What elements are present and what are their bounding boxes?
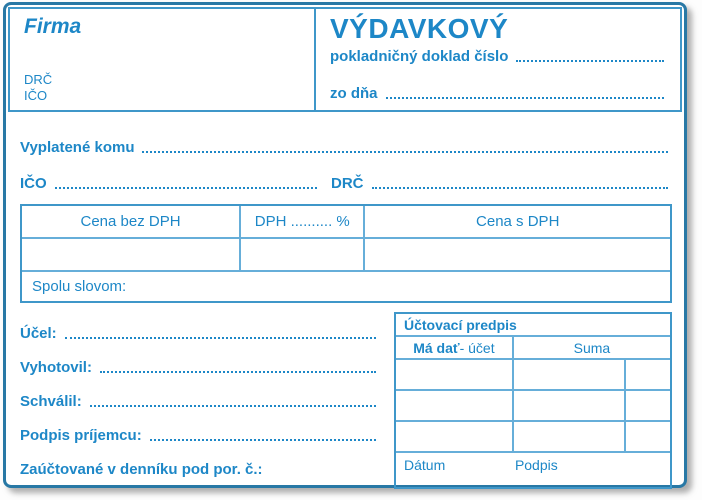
recipient-signature-label: Podpis príjemcu: <box>20 427 142 444</box>
journal-entry-row <box>20 457 378 478</box>
payee-drc <box>331 171 670 192</box>
accounting-title: Účtovací predpis <box>396 314 670 337</box>
prepared-by-label: Vyhotovil: <box>20 359 92 376</box>
purpose-row <box>20 321 378 342</box>
payee-field <box>142 151 668 153</box>
sum-cents-cell <box>626 422 670 451</box>
approved-by-label: Schválil: <box>20 393 82 410</box>
sum-header: Suma <box>573 339 611 356</box>
accounting-row <box>396 422 670 453</box>
header-price-without-vat: Cena bez DPH <box>80 213 181 230</box>
sum-cell <box>514 422 626 451</box>
amount-table-row <box>22 239 670 272</box>
sum-cents-cell <box>626 360 670 389</box>
company-name: Firma <box>24 15 82 38</box>
debit-account-cell <box>396 391 514 420</box>
document-number-row <box>330 45 666 65</box>
payee-drc-label: DRČ <box>331 175 364 192</box>
signature-label: Podpis <box>514 457 558 473</box>
payee-drc-field <box>372 187 669 189</box>
recipient-signature-field <box>150 439 376 441</box>
accounting-header <box>396 337 670 360</box>
debit-account-header <box>396 337 514 358</box>
accounting-row <box>396 360 670 391</box>
sum-cell <box>514 391 626 420</box>
debit-account-header-rest: - účet <box>459 339 495 356</box>
accounting-box <box>394 312 672 489</box>
cell-price-with-vat <box>365 239 670 270</box>
payee-ico-field <box>55 187 317 189</box>
document-title: VÝDAVKOVÝ <box>330 13 509 44</box>
document-number-label: pokladničný doklad číslo <box>330 48 509 65</box>
form-bottom <box>20 312 672 489</box>
journal-entry-label: Zaúčtované v denníku pod por. č.: <box>20 461 263 478</box>
approved-by-field <box>90 405 376 407</box>
accounting-footer <box>396 453 670 487</box>
cell-price-without-vat <box>22 239 239 270</box>
document-date-label: zo dňa <box>330 85 378 102</box>
company-ico-label: IČO <box>24 88 48 103</box>
payee-ico <box>20 171 319 192</box>
company-box <box>8 7 316 112</box>
purpose-field <box>65 337 376 339</box>
header-vat-percent: DPH .......... % <box>239 206 365 237</box>
form-header <box>8 7 682 112</box>
document-date-field <box>386 97 665 99</box>
prepared-by-field <box>100 371 376 373</box>
document-date-row <box>330 82 666 102</box>
document-number-field <box>516 60 664 62</box>
debit-account-header-bold: Má dať <box>413 339 460 356</box>
cell-vat-percent <box>239 239 365 270</box>
amount-table-header <box>22 206 670 239</box>
title-box <box>314 7 682 112</box>
payee-row <box>20 135 670 156</box>
amount-in-words-label: Spolu slovom: <box>32 278 127 295</box>
amount-in-words-row <box>22 272 670 301</box>
date-label: Dátum <box>404 457 446 473</box>
debit-account-cell <box>396 422 514 451</box>
company-ids <box>24 72 300 104</box>
payee-id-row <box>20 171 670 192</box>
recipient-signature-row <box>20 423 378 444</box>
approved-by-row <box>20 389 378 410</box>
detail-fields <box>20 312 394 489</box>
payee-label: Vyplatené komu <box>20 139 135 156</box>
expense-voucher-form <box>3 2 687 488</box>
prepared-by-row <box>20 355 378 376</box>
sum-cell <box>514 360 626 389</box>
purpose-label: Účel: <box>20 325 57 342</box>
sum-cents-cell <box>626 391 670 420</box>
accounting-row <box>396 391 670 422</box>
payee-ico-label: IČO <box>20 175 47 192</box>
debit-account-cell <box>396 360 514 389</box>
company-drc-label: DRČ <box>24 72 53 87</box>
header-price-with-vat: Cena s DPH <box>476 213 560 230</box>
amount-table <box>20 204 672 303</box>
